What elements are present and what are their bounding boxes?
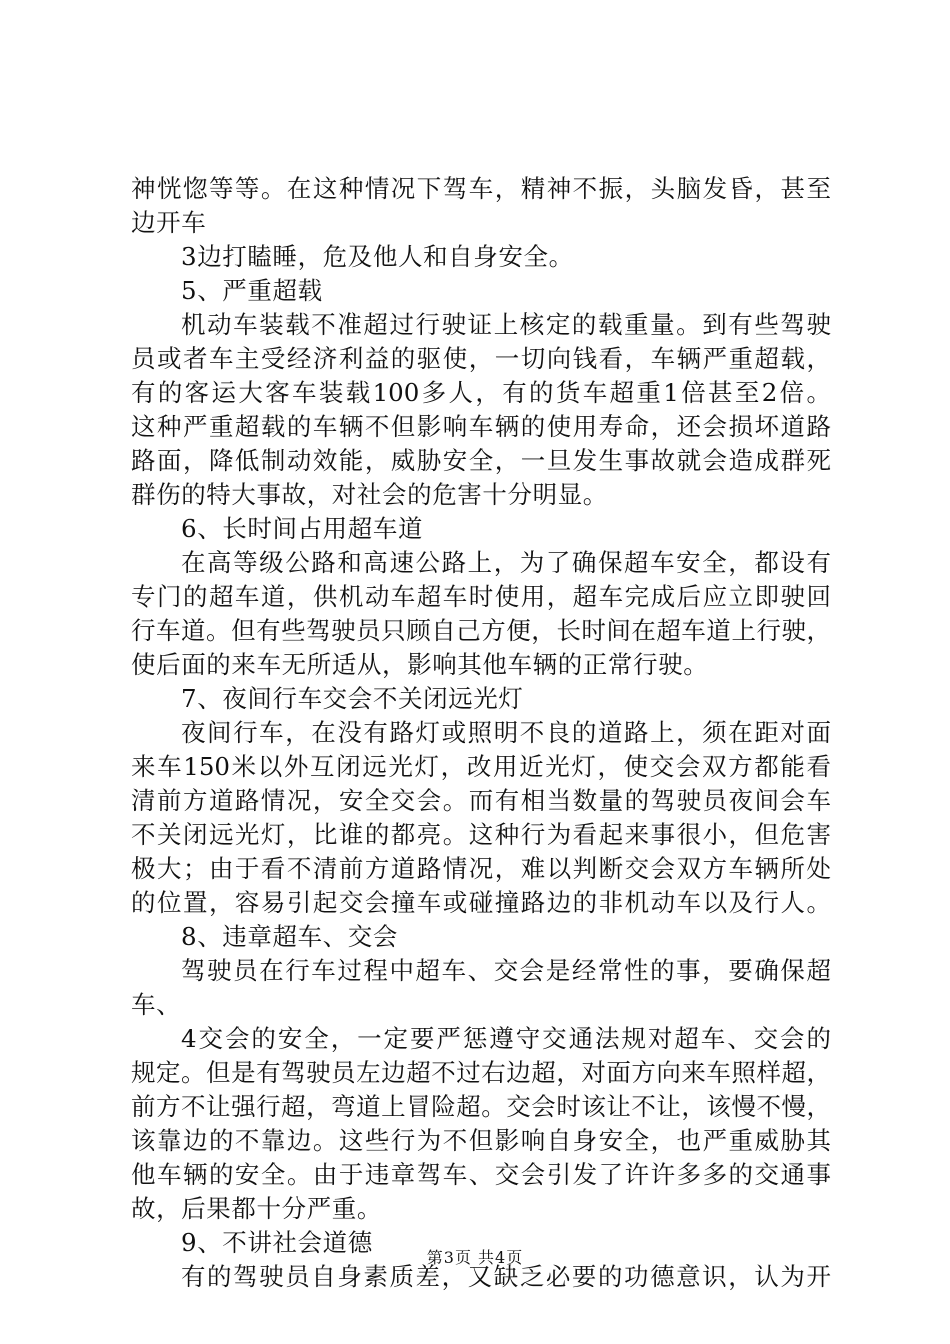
text-line: 使后面的来车无所适从，影响其他车辆的正常行驶。 — [131, 650, 709, 679]
document-body — [131, 172, 831, 1294]
text-line: 的位置，容易引起交会撞车或碰撞路边的非机动车以及行人。 — [131, 888, 831, 917]
text-line: 清前方道路情况，安全交会。而有相当数量的驾驶员夜间会车 — [131, 786, 831, 815]
text-line: 员或者车主受经济利益的驱使，一切向钱看，车辆严重超载， — [131, 344, 831, 373]
text-line: 驾驶员在行车过程中超车、交会是经常性的事，要确保超 — [181, 956, 831, 985]
text-line: 路面，降低制动效能，威胁安全，一旦发生事故就会造成群死 — [131, 446, 831, 475]
text-line: 这种严重超载的车辆不但影响车辆的使用寿命，还会损坏道路 — [131, 412, 831, 441]
text-line: 该靠边的不靠边。这些行为不但影响自身安全，也严重威胁其 — [131, 1126, 831, 1155]
text-line: 4交会的安全，一定要严惩遵守交通法规对超车、交会的 — [181, 1024, 831, 1053]
text-line: 极大；由于看不清前方道路情况，难以判断交会双方车辆所处 — [131, 854, 831, 883]
text-line: 行车道。但有些驾驶员只顾自己方便，长时间在超车道上行驶， — [131, 616, 831, 645]
text-line: 在高等级公路和高速公路上，为了确保超车安全，都设有 — [181, 548, 831, 577]
text-line: 他车辆的安全。由于违章驾车、交会引发了许许多多的交通事 — [131, 1160, 831, 1189]
section-heading: 8、违章超车、交会 — [181, 922, 398, 951]
text-line: 有的驾驶员自身素质差，又缺乏必要的功德意识，认为开 — [181, 1262, 831, 1291]
text-line: 夜间行车，在没有路灯或照明不良的道路上，须在距对面 — [181, 718, 831, 747]
page-number-label: 第3页 共4页 — [426, 1248, 524, 1267]
section-heading: 5、严重超载 — [181, 276, 323, 305]
text-line: 机动车装载不准超过行驶证上核定的载重量。到有些驾驶 — [181, 310, 831, 339]
section-heading: 9、不讲社会道德 — [181, 1228, 373, 1257]
page-footer — [0, 1245, 950, 1268]
section-heading: 6、长时间占用超车道 — [181, 514, 424, 543]
text-line: 前方不让强行超，弯道上冒险超。交会时该让不让，该慢不慢， — [131, 1092, 831, 1121]
text-line: 车、 — [131, 990, 182, 1019]
text-line: 专门的超车道，供机动车超车时使用，超车完成后应立即驶回 — [131, 582, 831, 611]
text-line: 边开车 — [131, 208, 207, 237]
text-line: 故，后果都十分严重。 — [131, 1194, 382, 1223]
text-line: 3边打瞌睡，危及他人和自身安全。 — [181, 242, 574, 271]
text-line: 来车150米以外互闭远光灯，改用近光灯，使交会双方都能看 — [131, 752, 831, 781]
text-line: 不关闭远光灯，比谁的都亮。这种行为看起来事很小，但危害 — [131, 820, 831, 849]
section-heading: 7、夜间行车交会不关闭远光灯 — [181, 684, 524, 713]
text-line: 规定。但是有驾驶员左边超不过右边超，对面方向来车照样超， — [131, 1058, 831, 1087]
text-line: 群伤的特大事故，对社会的危害十分明显。 — [131, 480, 608, 509]
text-line: 有的客运大客车装载100多人，有的货车超重1倍甚至2倍。 — [131, 378, 831, 407]
text-line: 神恍惚等等。在这种情况下驾车，精神不振，头脑发昏，甚至 — [131, 174, 831, 203]
